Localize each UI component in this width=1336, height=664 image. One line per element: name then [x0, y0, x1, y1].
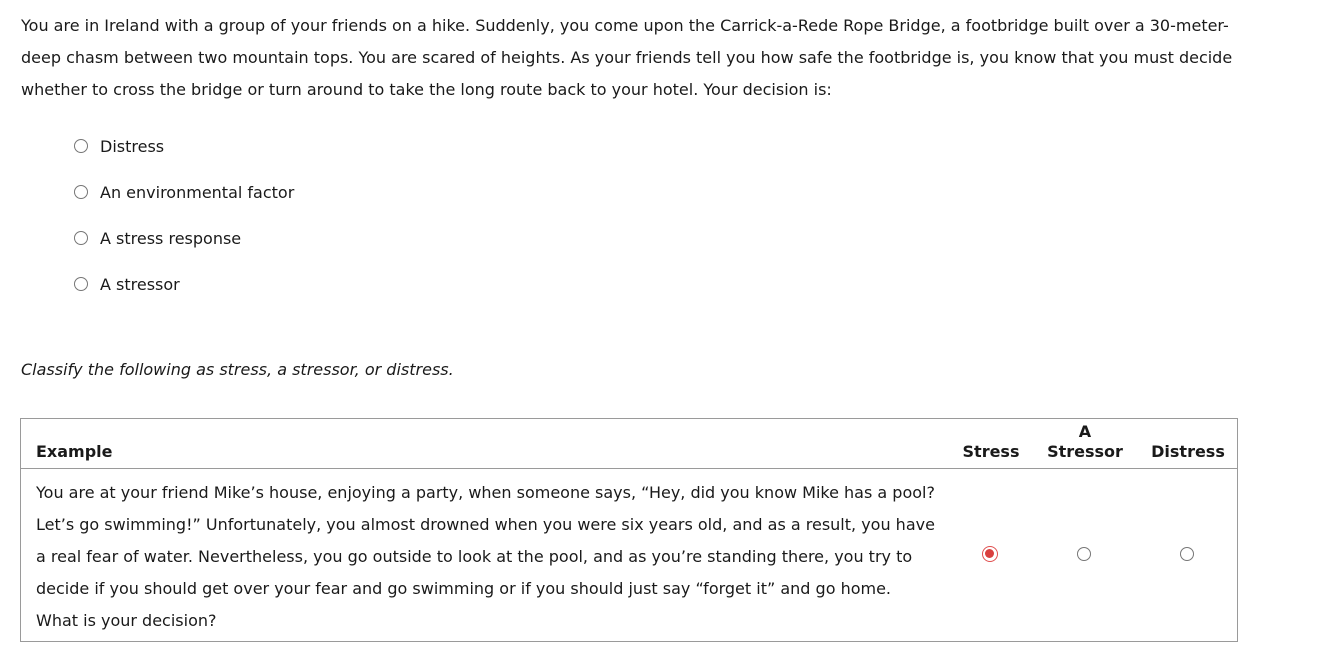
option-label: An environmental factor — [100, 182, 295, 202]
option-stressor[interactable] — [74, 270, 294, 298]
option-environmental-factor[interactable] — [74, 178, 294, 206]
header-example: Example — [36, 442, 113, 461]
radio-stress[interactable] — [982, 546, 998, 562]
option-label: Distress — [100, 136, 165, 156]
header-stressor: A Stressor — [1047, 422, 1123, 461]
question-text: You are in Ireland with a group of your friends on a hike. Suddenly, you come upon the Carrick-a-Rede Rope Bridge, a footbridge built over a 30-meter-deep chasm between two mountain tops. You are scared of heights. As your friends tell you how safe the footbridge is, you know that you must decide whether to cross the bridge or turn around to take the long route back to your hotel. Your decision is: — [21, 16, 1233, 99]
classification-table — [20, 418, 1238, 642]
radio-button[interactable] — [74, 139, 88, 153]
radio-distress[interactable] — [1180, 547, 1194, 561]
option-distress[interactable] — [74, 132, 294, 160]
option-label: A stressor — [100, 274, 180, 294]
table-header — [21, 419, 1237, 469]
option-stress-response[interactable] — [74, 224, 294, 252]
answer-options — [74, 132, 294, 316]
radio-button[interactable] — [74, 185, 88, 199]
radio-button[interactable] — [74, 231, 88, 245]
example-text: You are at your friend Mike’s house, enjoying a party, when someone says, “Hey, did you know Mike has a pool? Let’s go swimming!” Unfortunately, you almost drowned when you were six years old, and as a result, you have a real fear of water. Nevertheless, you go outside to look at the pool, and as you’re standing there, you try to decide if you should get over your fear and go swimming or if you should just say “forget it” and go home. What is your decision? — [36, 483, 935, 630]
option-label: A stress response — [100, 228, 242, 248]
classify-instruction: Classify the following as stress, a stressor, or distress. — [21, 360, 454, 379]
header-stress: Stress — [962, 442, 1020, 461]
radio-stressor[interactable] — [1077, 547, 1091, 561]
radio-button[interactable] — [74, 277, 88, 291]
header-distress: Distress — [1151, 442, 1225, 461]
